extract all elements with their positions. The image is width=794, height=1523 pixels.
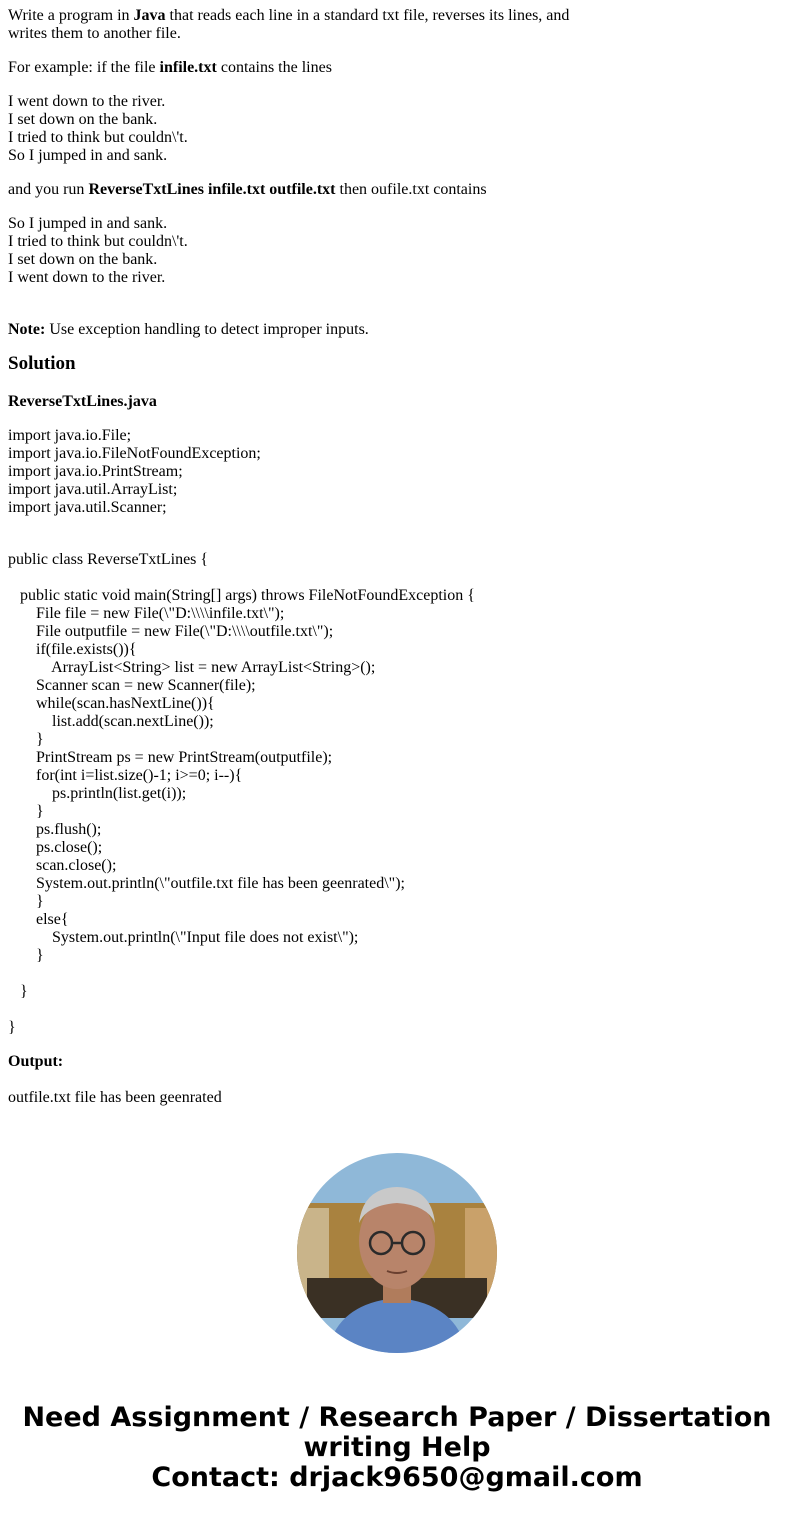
code-line: list.add(scan.nextLine()); [8, 713, 214, 730]
author-photo-image [297, 1153, 497, 1353]
note [8, 321, 786, 339]
run-command: ReverseTxtLines infile.txt outfile.txt [88, 181, 336, 198]
input-line: So I jumped in and sank. [8, 147, 168, 164]
code-line: ArrayList<String> list = new ArrayList<String>(); [8, 659, 376, 676]
promo-line: writing Help [303, 1432, 491, 1463]
output-line: I went down to the river. [8, 269, 166, 286]
code-line: } [8, 893, 44, 910]
program-output: outfile.txt file has been geenrated [8, 1089, 222, 1106]
code-line: else{ [8, 911, 69, 928]
code-line: System.out.println(\"outfile.txt file has been geenrated\"); [8, 875, 405, 892]
code-line: ps.flush(); [8, 821, 102, 838]
run-text-cont: then oufile.txt contains [335, 181, 487, 198]
code-line [8, 1001, 786, 1019]
code-line: import java.io.FileNotFoundException; [8, 445, 261, 462]
output-label [8, 1053, 786, 1071]
intro-text: Write a program in [8, 7, 134, 24]
code-line: scan.close(); [8, 857, 117, 874]
code-line: } [8, 803, 44, 820]
imports-block [8, 427, 786, 517]
author-photo [297, 1153, 497, 1353]
file-title [8, 393, 786, 411]
code-line: for(int i=list.size()-1; i>=0; i--){ [8, 767, 243, 784]
code-line: } [8, 983, 28, 1000]
example-statement [8, 59, 786, 77]
run-statement [8, 181, 786, 199]
output-line: So I jumped in and sank. [8, 215, 168, 232]
file-title-text: ReverseTxtLines.java [8, 393, 157, 410]
code-line: File file = new File(\"D:\\\\infile.txt\"); [8, 605, 285, 622]
run-text: and you run [8, 181, 89, 198]
code-line [8, 965, 786, 983]
code-block [8, 551, 786, 1037]
intro-language: Java [133, 7, 166, 24]
code-line: } [8, 1019, 16, 1036]
code-line: public static void main(String[] args) throws FileNotFoundException { [8, 587, 475, 604]
code-line [8, 569, 786, 587]
promo-banner [0, 1403, 794, 1493]
input-lines [8, 93, 786, 165]
code-line: ps.println(list.get(i)); [8, 785, 187, 802]
output-line: I tried to think but couldn\'t. [8, 233, 188, 250]
solution-heading: Solution [8, 353, 76, 374]
code-line: import java.io.PrintStream; [8, 463, 183, 480]
note-text: Use exception handling to detect improper inputs. [45, 321, 369, 338]
note-label: Note: [8, 321, 46, 338]
example-text-cont: contains the lines [216, 59, 332, 76]
spacer [8, 517, 786, 551]
output-label-text: Output: [8, 1053, 64, 1070]
code-line: ps.close(); [8, 839, 103, 856]
output-lines [8, 215, 786, 287]
code-line: PrintStream ps = new PrintStream(outputfile); [8, 749, 333, 766]
spacer [8, 1037, 786, 1053]
code-line: public class ReverseTxtLines { [8, 551, 209, 568]
code-line: } [8, 947, 44, 964]
code-line: import java.util.ArrayList; [8, 481, 178, 498]
intro-text-cont: that reads each line in a standard txt file, reverses its lines, and [165, 7, 570, 24]
code-line: System.out.println(\"Input file does not exist\"); [8, 929, 359, 946]
input-line: I tried to think but couldn\'t. [8, 129, 188, 146]
code-line: while(scan.hasNextLine()){ [8, 695, 215, 712]
output-line: I set down on the bank. [8, 251, 158, 268]
code-line: Scanner scan = new Scanner(file); [8, 677, 256, 694]
input-line: I went down to the river. [8, 93, 166, 110]
input-line: I set down on the bank. [8, 111, 158, 128]
code-line: import java.io.File; [8, 427, 132, 444]
problem-statement [8, 7, 786, 43]
code-line: import java.util.Scanner; [8, 499, 167, 516]
code-line: } [8, 731, 44, 748]
promo-line: Need Assignment / Research Paper / Dissertation [22, 1402, 772, 1433]
intro-text-line2: writes them to another file. [8, 25, 181, 42]
code-line: if(file.exists()){ [8, 641, 137, 658]
promo-contact: Contact: drjack9650@gmail.com [151, 1462, 643, 1493]
code-line: File outputfile = new File(\"D:\\\\outfile.txt\"); [8, 623, 334, 640]
example-text: For example: if the file [8, 59, 160, 76]
example-filename: infile.txt [159, 59, 217, 76]
